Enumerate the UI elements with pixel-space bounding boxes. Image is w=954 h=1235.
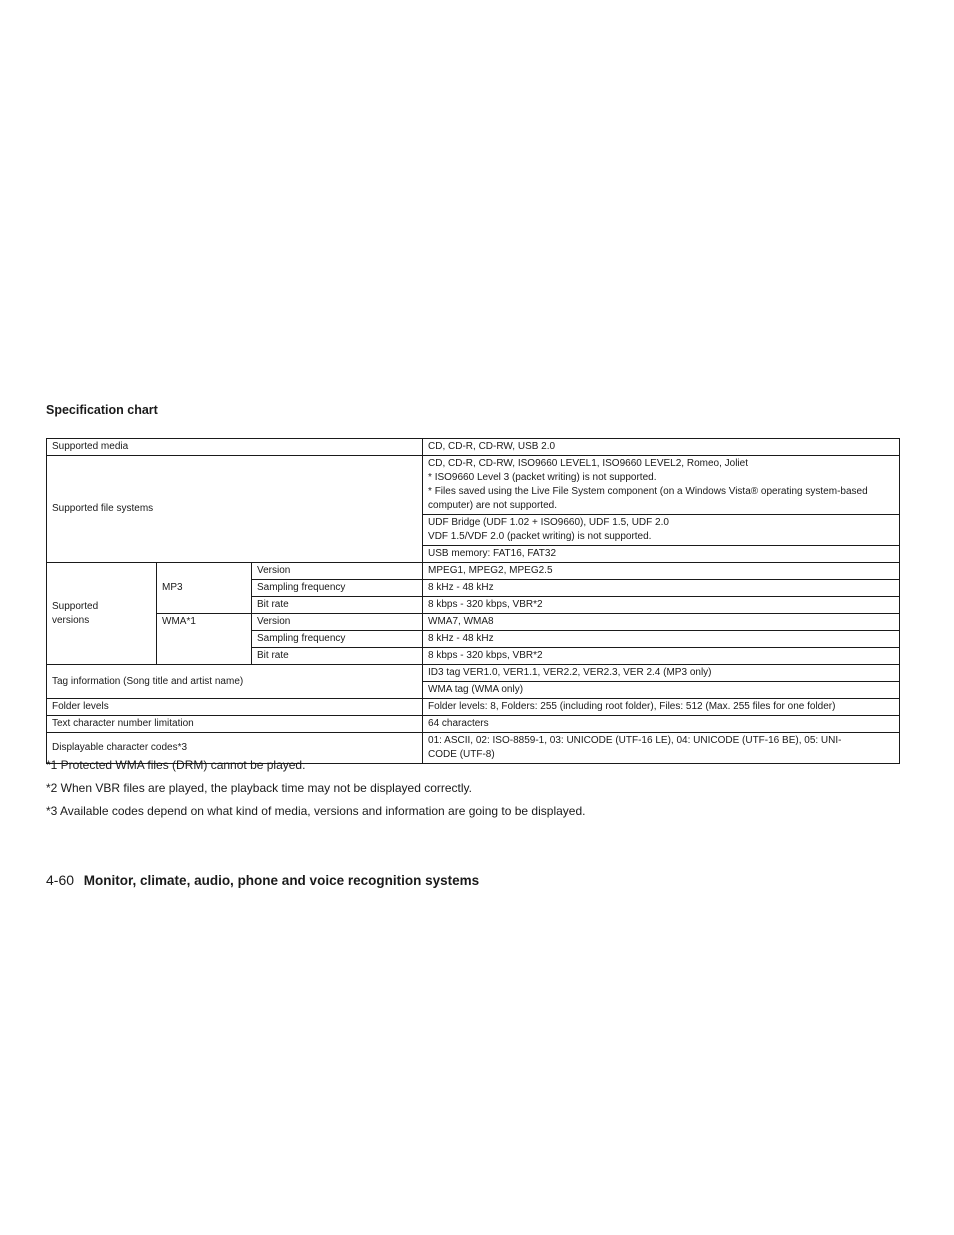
wma-label: WMA*1 [157, 614, 252, 665]
page-footer [46, 871, 479, 890]
footnote: *2 When VBR files are played, the playback time may not be displayed correctly. [46, 781, 472, 795]
folder-levels-label: Folder levels [47, 699, 423, 716]
file-systems-label: Supported file systems [47, 456, 423, 563]
mp3-sampling-value: 8 kHz - 48 kHz [423, 580, 900, 597]
wma-bitrate-value: 8 kbps - 320 kbps, VBR*2 [423, 648, 900, 665]
char-codes-label: Displayable character codes*3 [47, 733, 423, 764]
wma-bitrate-label: Bit rate [252, 648, 423, 665]
footnotes [46, 757, 906, 826]
mp3-version-label: Version [252, 563, 423, 580]
char-codes-value: 01: ASCII, 02: ISO-8859-1, 03: UNICODE (UTF-16 LE), 04: UNICODE (UTF-16 BE), 05: UNI- CODE (UTF-8) [423, 733, 900, 764]
file-systems-usb-value: USB memory: FAT16, FAT32 [423, 546, 900, 563]
footnote: *1 Protected WMA files (DRM) cannot be played. [46, 758, 306, 772]
table-row [47, 456, 900, 515]
table-row [47, 665, 900, 682]
wma-sampling-value: 8 kHz - 48 kHz [423, 631, 900, 648]
table-row [47, 563, 900, 580]
supported-media-value: CD, CD-R, CD-RW, USB 2.0 [423, 439, 900, 456]
chapter-title: Monitor, climate, audio, phone and voice recognition systems [83, 873, 480, 888]
wma-version-value: WMA7, WMA8 [423, 614, 900, 631]
mp3-version-value: MPEG1, MPEG2, MPEG2.5 [423, 563, 900, 580]
text-limit-value: 64 characters [423, 716, 900, 733]
mp3-bitrate-value: 8 kbps - 320 kbps, VBR*2 [423, 597, 900, 614]
page-number: 4-60 [46, 872, 75, 888]
table-row [47, 439, 900, 456]
file-systems-cd-value: CD, CD-R, CD-RW, ISO9660 LEVEL1, ISO9660 LEVEL2, Romeo, Joliet * ISO9660 Level 3 (packet writing) is not supported. * Files saved using the Live File System component (on a Windows Vista® operating system-based computer) are not supported. [423, 456, 900, 515]
specification-table [46, 438, 900, 764]
wma-sampling-label: Sampling frequency [252, 631, 423, 648]
tag-info-wma-value: WMA tag (WMA only) [423, 682, 900, 699]
file-systems-udf-value: UDF Bridge (UDF 1.02 + ISO9660), UDF 1.5, UDF 2.0 VDF 1.5/VDF 2.0 (packet writing) is not supported. [423, 515, 900, 546]
section-title: Specification chart [46, 403, 158, 417]
supported-media-label: Supported media [47, 439, 423, 456]
tag-info-mp3-value: ID3 tag VER1.0, VER1.1, VER2.2, VER2.3, VER 2.4 (MP3 only) [423, 665, 900, 682]
mp3-sampling-label: Sampling frequency [252, 580, 423, 597]
mp3-bitrate-label: Bit rate [252, 597, 423, 614]
table-row [47, 614, 900, 631]
mp3-label: MP3 [157, 563, 252, 614]
text-limit-label: Text character number limitation [47, 716, 423, 733]
tag-info-label: Tag information (Song title and artist name) [47, 665, 423, 699]
table-row [47, 699, 900, 716]
table-row [47, 716, 900, 733]
wma-version-label: Version [252, 614, 423, 631]
folder-levels-value: Folder levels: 8, Folders: 255 (including root folder), Files: 512 (Max. 255 files for one folder) [423, 699, 900, 716]
supported-versions-label: Supported versions [47, 563, 157, 665]
footnote: *3 Available codes depend on what kind of media, versions and information are going to be displayed. [46, 804, 586, 818]
